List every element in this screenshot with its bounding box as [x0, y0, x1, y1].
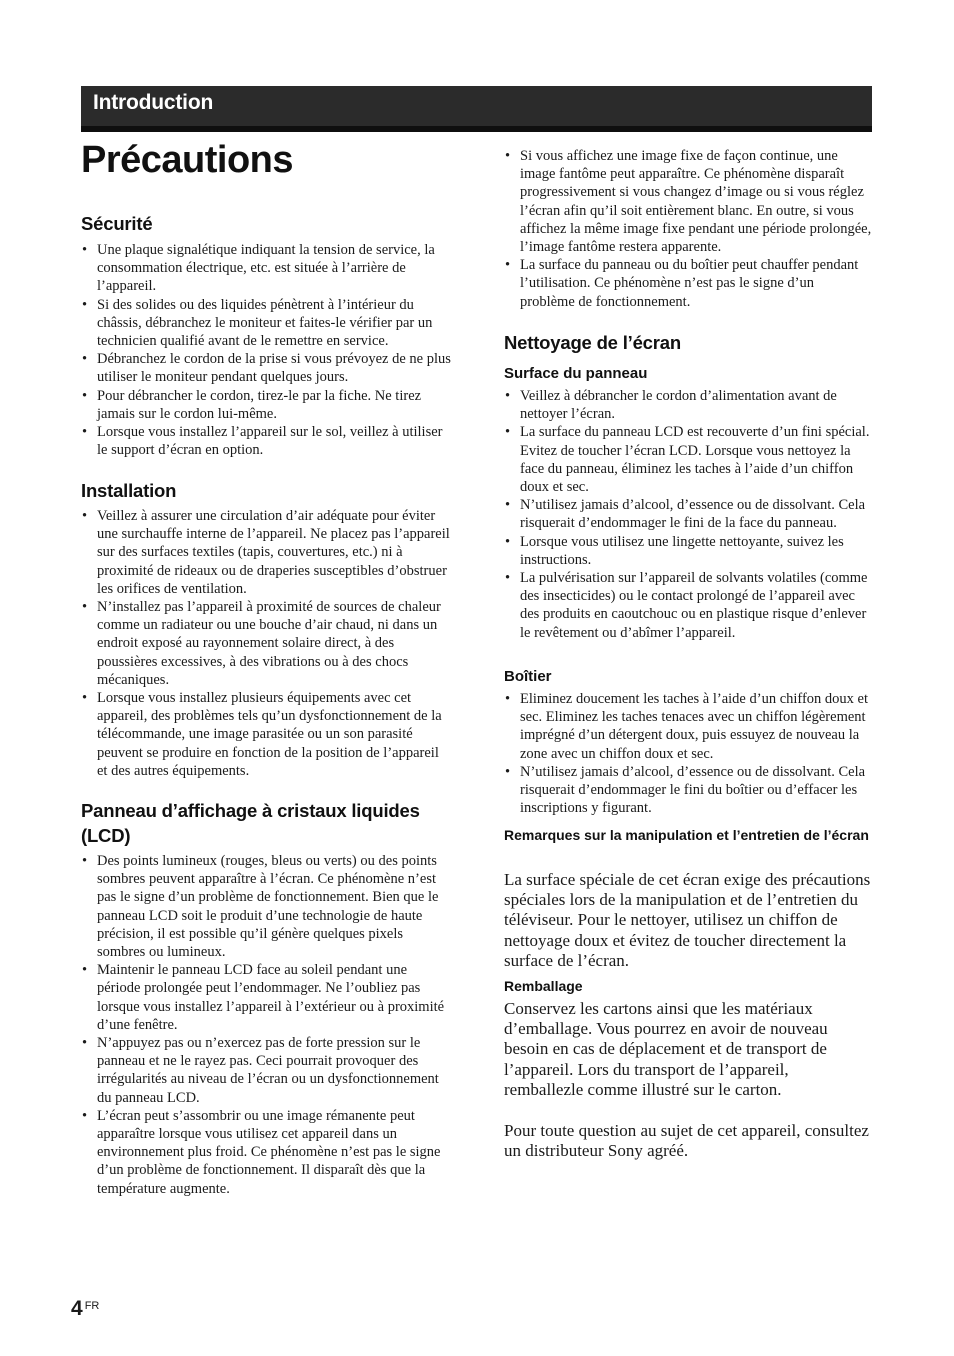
- list-item: • N’installez pas l’appareil à proximité de sources de chaleur comme un radiateur ou une bouche d’air chaud, ni dans un endroit exposé au rayonnement solaire direct, à des poussières excessives, à des vibrations ou à des chocs mécaniques.: [81, 598, 451, 689]
- list-item: • Des points lumineux (rouges, bleus ou verts) ou des points sombres peuvent apparaître à l’écran. Ce phénomène n’est pas le signe d’un problème de fonctionnement. Bien que le panneau LCD soit le produit d’une technologie de haute précision, il est possible qu’il génère quelques pixels sombres ou lumineux.: [81, 852, 451, 961]
- language-code: FR: [84, 1300, 100, 1312]
- list-surface: [504, 387, 872, 642]
- list-item: • La surface du panneau ou du boîtier peut chauffer pendant l’utilisation. Ce phénomène n’est pas le signe d’un problème de fonctionnement.: [504, 256, 872, 311]
- heading-installation: Installation: [81, 480, 177, 501]
- page-footer: [71, 1297, 99, 1321]
- section-banner: [81, 86, 872, 132]
- list-item: • La surface du panneau LCD est recouverte d’un fini spécial. Evitez de toucher l’écran LCD. Lorsque vous nettoyez la face du panneau, éliminez les taches à l’aide d’un chiffon doux et sec.: [504, 423, 872, 496]
- list-item: • Si des solides ou des liquides pénètrent à l’intérieur du châssis, débranchez le moniteur et faites-le vérifier par un technicien qualifié avant de le remettre en service.: [81, 296, 451, 351]
- list-item: • Si vous affichez une image fixe de façon continue, une image fantôme peut apparaître. Ce phénomène disparaît progressivement si vous changez d’image ou si vous réglez l’écran afin qu’il soit entièrement blanc. En outre, si vous affichez la même image fixe pendant une période prolongée, l’image fantôme restera apparente.: [504, 147, 872, 256]
- heading-remballage: Remballage: [504, 978, 583, 994]
- subheading-boitier: Boîtier: [504, 668, 552, 685]
- paragraph-remarques: La surface spéciale de cet écran exige des précautions spéciales lors de la manipulation et de l’entretien du téléviseur. Pour le nettoyer, utilisez un chiffon de nettoyage doux et évitez de toucher directement la surface de l’écran.: [504, 870, 871, 970]
- list-item: • Lorsque vous utilisez une lingette nettoyante, suivez les instructions.: [504, 533, 872, 569]
- list-item: • Veillez à débrancher le cordon d’alimentation avant de nettoyer l’écran.: [504, 387, 872, 423]
- list-item: • Une plaque signalétique indiquant la tension de service, la consommation électrique, etc. est située à l’arrière de l’appareil.: [81, 241, 451, 296]
- page-title: Précautions: [81, 139, 294, 181]
- list-lcd-continued: [504, 147, 872, 311]
- list-item: • Lorsque vous installez plusieurs équipements avec cet appareil, des problèmes tels qu’un dysfonctionnement de la télécommande, une image parasitée ou un son parasité peuvent se produire en fonction de la position de l’appareil et des autres équipements.: [81, 689, 451, 780]
- list-item: • La pulvérisation sur l’appareil de solvants volatiles (comme des insecticides) ou le contact prolongé de l’appareil avec des produits en caoutchouc ou en plastique risque d’enlever le revêtement ou d’abîmer l’appareil.: [504, 569, 872, 642]
- heading-lcd-line2: (LCD): [81, 825, 131, 846]
- heading-securite: Sécurité: [81, 213, 153, 234]
- list-item: • N’utilisez jamais d’alcool, d’essence ou de dissolvant. Cela risquerait d’endommager le fini du boîtier ou d’effacer les inscriptions y figurant.: [504, 763, 872, 818]
- list-installation: [81, 507, 451, 780]
- heading-lcd: [81, 798, 420, 848]
- list-item: • N’appuyez pas ou n’exercez pas de forte pression sur le panneau et ne le rayez pas. Ceci pourrait provoquer des irrégularités au niveau de l’écran ou un dysfonctionnement du panneau LCD.: [81, 1034, 451, 1107]
- list-lcd: [81, 852, 451, 1198]
- paragraph-remballage: Conservez les cartons ainsi que les matériaux d’emballage. Vous pourrez en avoir de nouveau besoin en cas de déplacement et de transport de l’appareil. Lors du transport de l’appareil, remballezle comme illustré sur le carton.: [504, 999, 828, 1099]
- list-item: • Maintenir le panneau LCD face au soleil pendant une période prolongée peut l’endommager. Ne l’oubliez pas lorsque vous installez l’appareil à l’extérieur ou à proximité d’une fenêtre.: [81, 961, 451, 1034]
- heading-nettoyage: Nettoyage de l’écran: [504, 332, 681, 353]
- paragraph-contact: Pour toute question au sujet de cet appareil, consultez un distributeur Sony agréé.: [504, 1121, 869, 1161]
- list-item: • Veillez à assurer une circulation d’air adéquate pour éviter une surchauffe interne de l’appareil. Ne placez pas l’appareil sur des surfaces textiles (tapis, couvertures, etc.) ni à proximité de rideaux ou de draperies susceptibles d’obstruer les orifices de ventilation.: [81, 507, 451, 598]
- list-securite: [81, 241, 451, 459]
- list-boitier: [504, 690, 872, 817]
- list-item: • L’écran peut s’assombrir ou une image rémanente peut apparaître lorsque vous utilisez cet appareil dans un environnement plus froid. Ce phénomène n’est pas le signe d’un problème de fonctionnement. Il disparaît dès que la température augmente.: [81, 1107, 451, 1198]
- heading-lcd-line1: Panneau d’affichage à cristaux liquides: [81, 800, 420, 821]
- list-item: • Débranchez le cordon de la prise si vous prévoyez de ne plus utiliser le moniteur pendant quelques jours.: [81, 350, 451, 386]
- list-item: • Lorsque vous installez l’appareil sur le sol, veillez à utiliser le support d’écran en option.: [81, 423, 451, 459]
- page-number: 4: [71, 1297, 83, 1320]
- list-item: • Pour débrancher le cordon, tirez-le par la fiche. Ne tirez jamais sur le cordon lui-même.: [81, 387, 451, 423]
- heading-remarques: Remarques sur la manipulation et l’entretien de l’écran: [504, 827, 869, 843]
- section-title: Introduction: [93, 91, 214, 114]
- list-item: • N’utilisez jamais d’alcool, d’essence ou de dissolvant. Cela risquerait d’endommager le fini de la face du panneau.: [504, 496, 872, 532]
- list-item: • Eliminez doucement les taches à l’aide d’un chiffon doux et sec. Eliminez les taches tenaces avec un chiffon légèrement imprégné d’un détergent doux, puis essuyez de nouveau la zone avec un chiffon doux et sec.: [504, 690, 872, 763]
- subheading-surface: Surface du panneau: [504, 365, 648, 382]
